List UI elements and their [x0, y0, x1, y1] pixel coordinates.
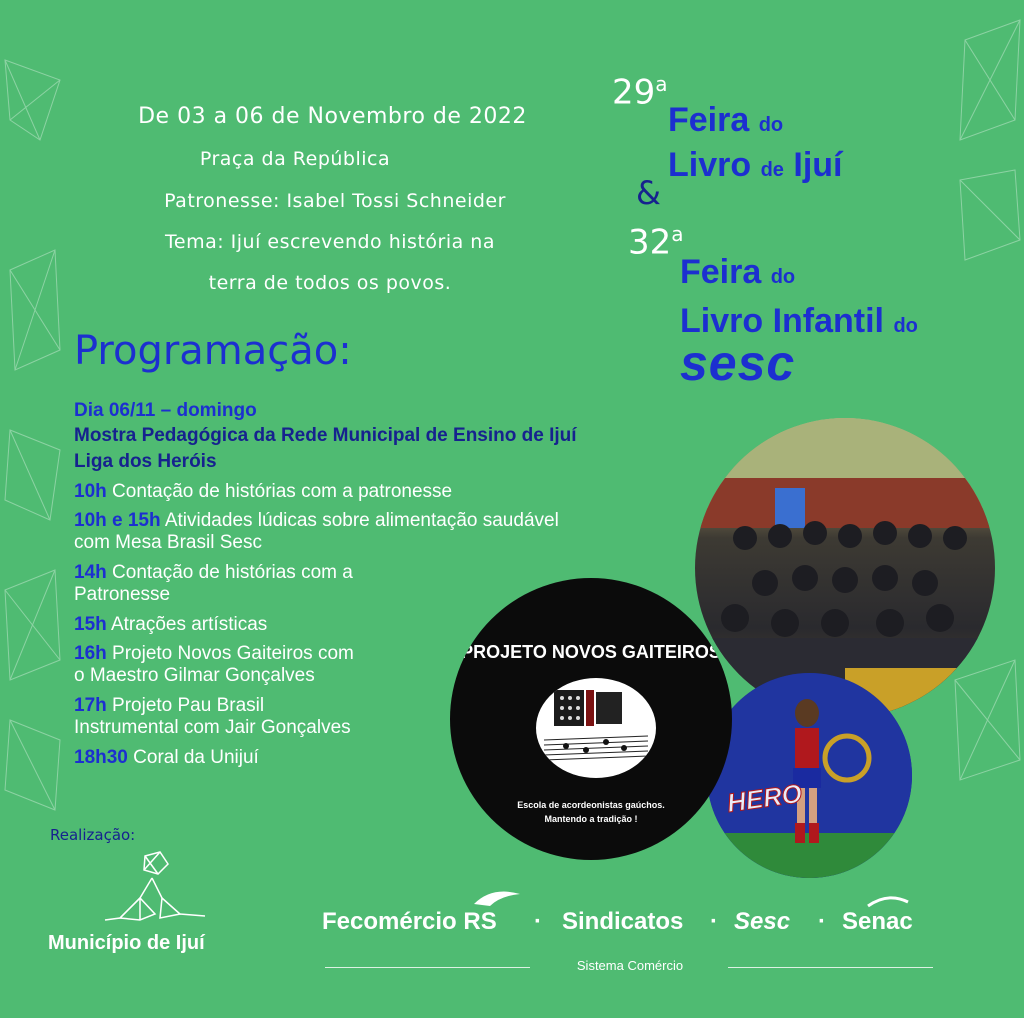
gaiteiros-line1: Escola de acordeonistas gaúchos.: [517, 800, 665, 810]
gaiteiros-line2: Mantendo a tradição !: [544, 814, 638, 824]
footer-divider-right: [728, 967, 933, 968]
sindicatos-logo: Sindicatos: [562, 908, 684, 935]
ampersand: &: [636, 174, 661, 212]
schedule-item-liga: Liga dos Heróis: [74, 451, 217, 472]
fecomercio-wing-icon: [472, 888, 522, 908]
schedule-entry: 10h e 15h Atividades lúdicas sobre alimentação saudável com Mesa Brasil Sesc: [74, 510, 559, 553]
schedule-entry: 16h Projeto Novos Gaiteiros com o Maestro Gilmar Gonçalves: [74, 643, 354, 686]
schedule-entry: 18h30 Coral da Unijuí: [74, 747, 259, 768]
footer-divider-left: [325, 967, 530, 968]
sistema-comercio: Sistema Comércio: [576, 958, 684, 973]
edition-29: 29$^a$: [612, 72, 668, 113]
hero-photo: [707, 673, 912, 878]
programacao-heading: Programação:: [74, 328, 352, 374]
municipio-de-ijui: Município de Ijuí: [48, 932, 205, 954]
senac-footer-logo: Senac: [842, 908, 913, 935]
event-patron: Patronesse: Isabel Tossi Schneider: [164, 190, 506, 212]
separator-dot: ·: [534, 908, 542, 935]
event-place: Praça da República: [199, 148, 391, 170]
accordion-icon: [536, 678, 656, 778]
group-photo: [695, 418, 995, 718]
schedule-entry: 15h Atrações artísticas: [74, 614, 268, 635]
schedule-entry: 17h Projeto Pau Brasil Instrumental com Jair Gonçalves: [74, 695, 351, 738]
edition-32: 32$^a$: [628, 222, 684, 263]
schedule-item-mostra: Mostra Pedagógica da Rede Municipal de Ensino de Ijuí: [74, 425, 577, 446]
schedule-day: Dia 06/11 – domingo: [74, 400, 257, 421]
senac-arc-icon: [866, 894, 910, 908]
gaiteiros-title: PROJETO NOVOS GAITEIROS: [461, 642, 721, 662]
hero-sign: HERO: [725, 777, 804, 819]
wireframe-decoration-right: [945, 0, 1024, 800]
sesc-footer-logo: Sesc: [734, 908, 791, 935]
separator-dot: ·: [818, 908, 826, 935]
municipio-logo-icon: [100, 848, 210, 926]
event-dates: De 03 a 06 de Novembro de 2022: [138, 104, 527, 129]
schedule-entry: 10h Contação de histórias com a patronesse: [74, 481, 453, 502]
novos-gaiteiros-badge: [450, 578, 732, 860]
separator-dot: ·: [710, 908, 718, 935]
sesc-title-logo: sesc: [680, 335, 796, 391]
hero-illustration: [707, 673, 912, 878]
title-feira-livro-ijui: Feira do Livro de Ijuí: [668, 101, 843, 184]
wireframe-decoration-left: [0, 50, 70, 830]
title-feira-livro-infantil: Feira do Livro Infantil do: [680, 253, 918, 340]
accordion-image: [536, 678, 656, 778]
event-theme-line1: Tema: Ijuí escrevendo história na: [165, 231, 495, 253]
event-theme-line2: terra de todos os povos.: [208, 272, 452, 294]
schedule-entry: 14h Contação de histórias com a Patronesse: [74, 562, 353, 605]
realizacao-label: Realização:: [50, 826, 136, 844]
partner-logos: [322, 902, 942, 942]
fecomercio-logo: Fecomércio RS: [322, 908, 497, 935]
group-photo-illustration: [695, 418, 995, 718]
